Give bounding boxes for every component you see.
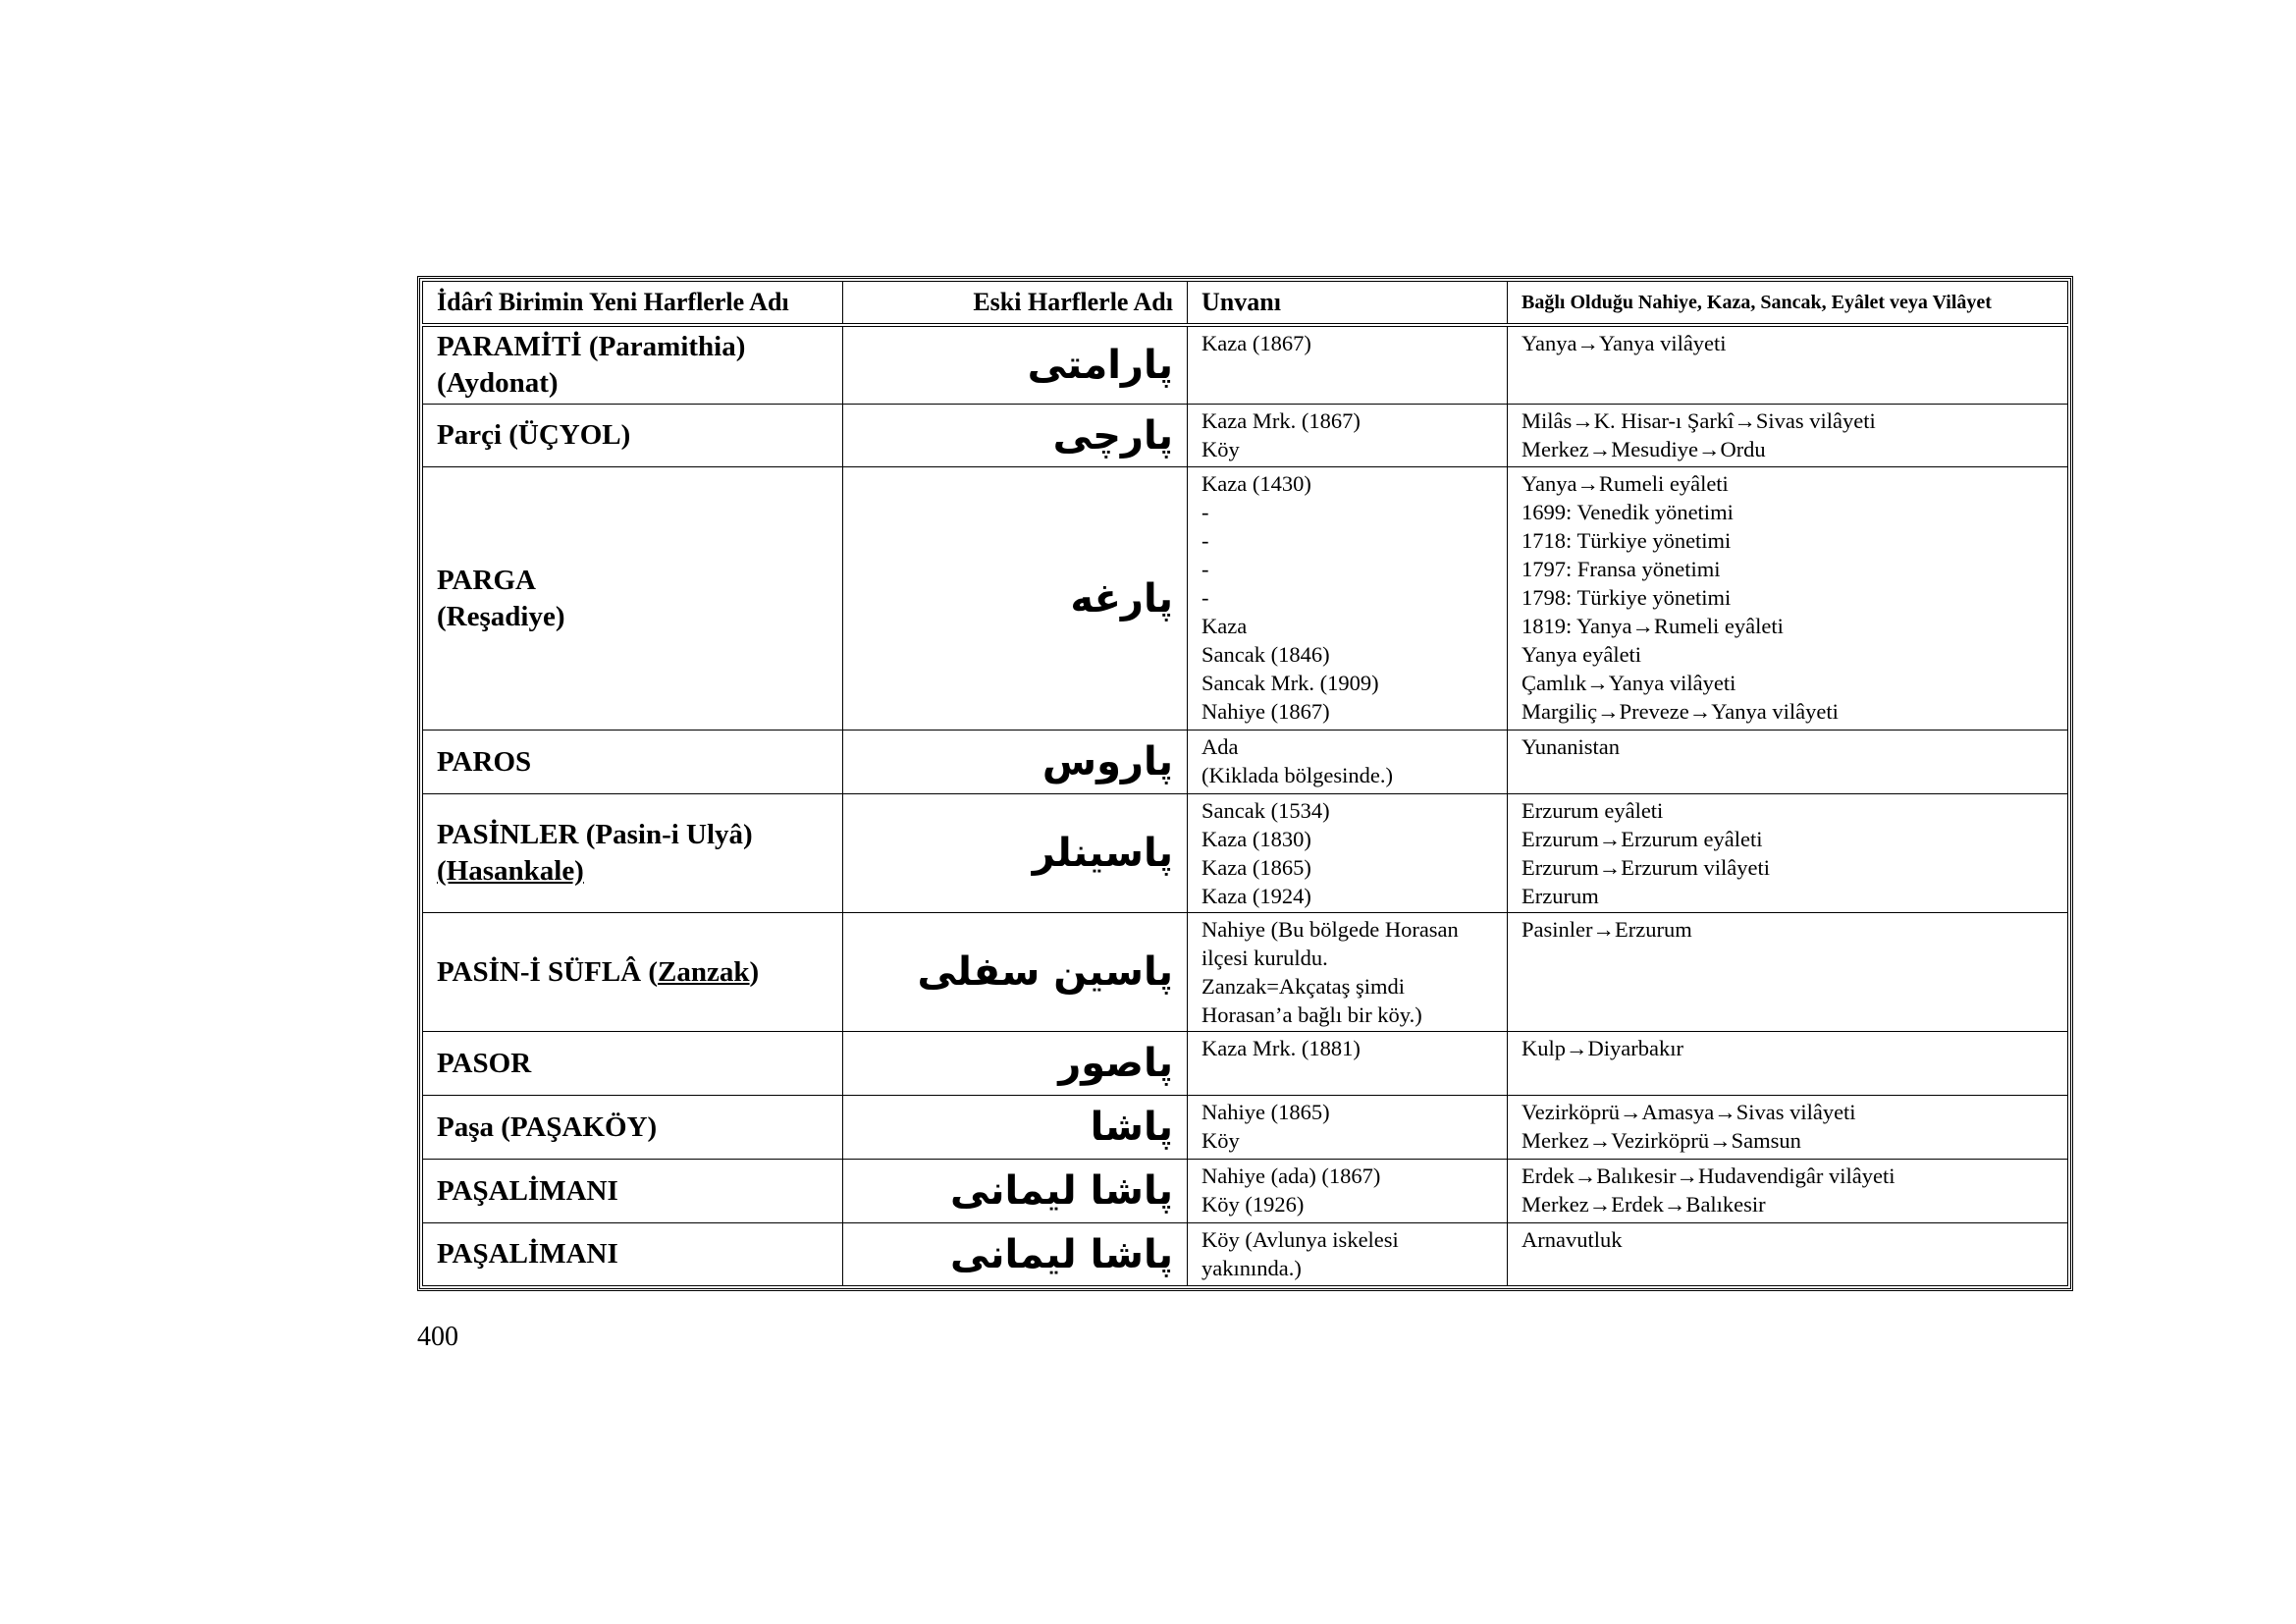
affiliation-cell [1508,405,2068,467]
affiliation-line: Erdek→Balıkesir→Hudavendigâr vilâyeti [1522,1164,1896,1188]
affiliation-line: 1819: Yanya→Rumeli eyâleti [1522,614,1784,638]
affiliation-line: Kulp→Diyarbakır [1522,1036,1683,1060]
gazetteer-table-frame [417,276,2073,1291]
new-name-cell [423,1032,843,1096]
affiliation-cell [1508,731,2068,794]
title-line: (Kiklada bölgesinde.) [1201,763,1393,787]
affiliation-line: Çamlık→Yanya vilâyeti [1522,671,1736,695]
title-cell [1188,1096,1508,1160]
affiliation-line: Milâs→K. Hisar-ı Şarkî→Sivas vilâyeti [1522,408,1876,433]
table-row [423,1160,2068,1223]
header-row [423,282,2068,326]
affiliation-cell [1508,913,2068,1032]
title-line: Kaza Mrk. (1867) [1201,408,1361,433]
title-cell [1188,794,1508,913]
old-name-text: پارامتی [1027,343,1173,388]
new-name-cell [423,1096,843,1160]
affiliation-cell [1508,467,2068,731]
title-cell [1188,325,1508,405]
gazetteer-table [422,281,2068,1286]
old-name-text: پاسین سفلی [917,949,1173,995]
table-row [423,325,2068,405]
old-name-cell [843,794,1188,913]
new-name-line: (Hasankale) [437,855,584,887]
title-line: Ada [1201,734,1239,759]
affiliation-line: Yanya→Rumeli eyâleti [1522,471,1729,496]
affiliation-line: Yanya→Yanya vilâyeti [1522,331,1727,355]
affiliation-line: Erzurum→Erzurum eyâleti [1522,827,1763,851]
old-name-text: پاسینلر [1032,831,1173,876]
new-name-line: (Reşadiye) [437,600,565,632]
table-row [423,913,2068,1032]
title-line: Nahiye (ada) (1867) [1201,1164,1381,1188]
new-name-cell [423,913,843,1032]
old-name-text: پاشا لیمانی [950,1168,1173,1214]
old-name-text: پاروس [1041,739,1173,785]
table-row [423,794,2068,913]
title-line: - [1201,528,1209,553]
affiliation-cell [1508,1160,2068,1223]
table-row [423,467,2068,731]
title-line: Köy [1201,437,1240,461]
old-name-text: پارغه [1070,575,1173,622]
new-name-line: PASOR [437,1047,532,1079]
title-line: Köy (1926) [1201,1192,1305,1217]
title-cell [1188,1032,1508,1096]
title-line: Sancak (1534) [1201,798,1330,823]
new-name-cell [423,1223,843,1286]
title-line: ilçesi kuruldu. [1201,946,1328,970]
new-name-line: (Aydonat) [437,367,559,399]
title-cell [1188,731,1508,794]
title-line: - [1201,557,1209,581]
affiliation-line: 1798: Türkiye yönetimi [1522,585,1732,610]
title-line: - [1201,585,1209,610]
affiliation-line: Yunanistan [1522,734,1620,759]
table-row [423,731,2068,794]
new-name-line: PAŞALİMANI [437,1238,618,1270]
new-name-text: PASİN-İ SÜFLÂ ( [437,955,659,988]
title-cell [1188,1160,1508,1223]
page-number: 400 [417,1322,458,1352]
old-name-cell [843,731,1188,794]
affiliation-cell [1508,325,2068,405]
old-name-cell [843,1160,1188,1223]
affiliation-line: Vezirköprü→Amasya→Sivas vilâyeti [1522,1100,1856,1124]
new-name-cell [423,794,843,913]
affiliation-line: Merkez→Mesudiye→Ordu [1522,437,1766,461]
title-line: Zanzak=Akçataş şimdi [1201,974,1405,999]
affiliation-line: Erzurum→Erzurum vilâyeti [1522,855,1771,880]
new-name-alt: Zanzak [658,955,750,988]
affiliation-line: 1699: Venedik yönetimi [1522,500,1734,524]
table-row [423,1096,2068,1160]
title-line: Kaza (1865) [1201,855,1311,880]
new-name-cell [423,731,843,794]
title-line: Horasan’a bağlı bir köy.) [1201,1002,1422,1027]
new-name-cell [423,325,843,405]
affiliation-line: Merkez→Erdek→Balıkesir [1522,1192,1766,1217]
title-line: Sancak Mrk. (1909) [1201,671,1379,695]
old-name-text: پاشا لیمانی [950,1231,1173,1277]
header-old-name: Eski Harflerle Adı [843,282,1188,326]
affiliation-cell [1508,1032,2068,1096]
old-name-cell [843,1096,1188,1160]
new-name-cell [423,1160,843,1223]
new-name-line: PARAMİTİ (Paramithia) [437,331,746,362]
title-line: Kaza (1830) [1201,827,1311,851]
title-line: Köy (Avlunya iskelesi [1201,1227,1399,1252]
header-affiliation: Bağlı Olduğu Nahiye, Kaza, Sancak, Eyâlet veya Vilâyet [1508,282,2068,326]
title-line: Kaza (1924) [1201,884,1311,908]
affiliation-cell [1508,794,2068,913]
title-line: Sancak (1846) [1201,642,1330,667]
new-name-line: PAŞALİMANI [437,1174,618,1207]
new-name-cell [423,467,843,731]
title-line: Köy [1201,1128,1240,1153]
table-row [423,405,2068,467]
affiliation-line: Pasinler→Erzurum [1522,917,1692,942]
title-line: Kaza [1201,614,1248,638]
title-cell [1188,1223,1508,1286]
new-name-cell [423,405,843,467]
old-name-text: پارچی [1052,412,1173,459]
affiliation-line: Erzurum [1522,884,1599,908]
title-cell [1188,405,1508,467]
title-line: Kaza Mrk. (1881) [1201,1036,1361,1060]
table-row [423,1032,2068,1096]
affiliation-line: 1718: Türkiye yönetimi [1522,528,1732,553]
old-name-cell [843,405,1188,467]
old-name-cell [843,1223,1188,1286]
affiliation-line: 1797: Fransa yönetimi [1522,557,1721,581]
old-name-cell [843,467,1188,731]
affiliation-line: Yanya eyâleti [1522,642,1642,667]
affiliation-line: Merkez→Vezirköprü→Samsun [1522,1128,1801,1153]
title-line: yakınında.) [1201,1256,1302,1280]
title-line: - [1201,500,1209,524]
title-cell [1188,467,1508,731]
old-name-text: پاشا [1090,1105,1173,1150]
new-name-line: PAROS [437,745,532,778]
new-name-line: Paşa (PAŞAKÖY) [437,1110,658,1143]
new-name-text-end: ) [749,955,760,988]
affiliation-line: Margiliç→Preveze→Yanya vilâyeti [1522,699,1839,724]
title-line: Kaza (1867) [1201,331,1311,355]
old-name-cell [843,325,1188,405]
title-cell [1188,913,1508,1032]
affiliation-line: Erzurum eyâleti [1522,798,1664,823]
affiliation-cell [1508,1223,2068,1286]
old-name-cell [843,1032,1188,1096]
title-line: Nahiye (1867) [1201,699,1330,724]
new-name-line: PARGA [437,564,536,596]
title-line: Nahiye (Bu bölgede Horasan [1201,917,1459,942]
table-row [423,1223,2068,1286]
header-new-name: İdârî Birimin Yeni Harflerle Adı [423,282,843,326]
affiliation-line: Arnavutluk [1522,1227,1623,1252]
old-name-text: پاصور [1058,1041,1173,1086]
new-name-line: Parçi (ÜÇYOL) [437,419,631,451]
header-title: Unvanı [1188,282,1508,326]
title-line: Kaza (1430) [1201,471,1311,496]
new-name-line: PASİNLER (Pasin-i Ulyâ) [437,819,753,850]
old-name-cell [843,913,1188,1032]
title-line: Nahiye (1865) [1201,1100,1330,1124]
affiliation-cell [1508,1096,2068,1160]
